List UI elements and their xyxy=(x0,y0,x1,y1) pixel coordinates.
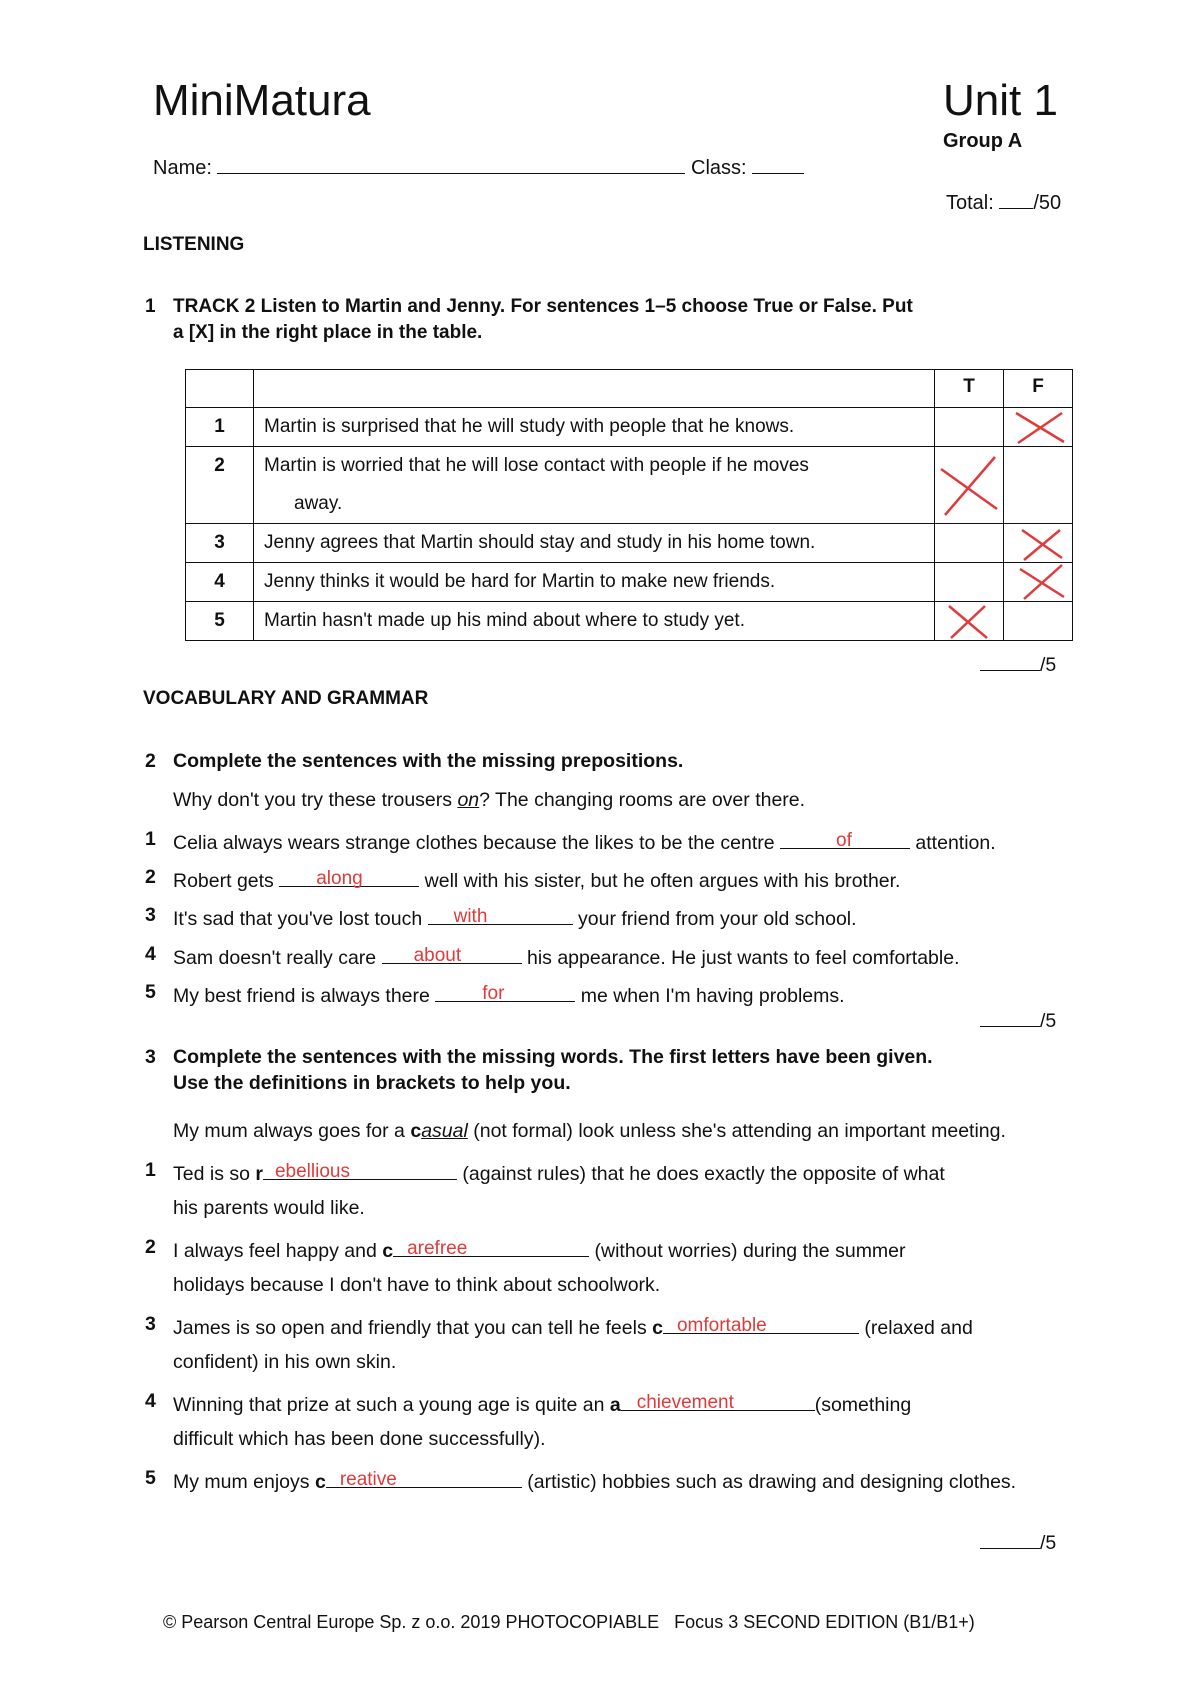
ex3-item-number: 2 xyxy=(145,1236,156,1258)
ex1-score-field[interactable] xyxy=(980,652,1040,671)
header-true: T xyxy=(935,370,1004,408)
ex1-number: 1 xyxy=(145,296,156,317)
ex3-number: 3 xyxy=(145,1046,156,1068)
x-mark-icon xyxy=(1004,563,1072,601)
section-listening: LISTENING xyxy=(143,234,245,255)
row-number: 3 xyxy=(186,524,254,563)
total-field[interactable] xyxy=(999,190,1033,209)
ex3-example: My mum always goes for a casual (not formal) look unless she's attending an important meeting. xyxy=(173,1120,1006,1142)
ex3-item: I always feel happy and c arefree (without worries) during the summer xyxy=(173,1238,906,1262)
row-statement-line2: away. xyxy=(294,493,343,514)
ex1-instruction-line1: TRACK 2 Listen to Martin and Jenny. For sentences 1–5 choose True or False. Put xyxy=(173,296,913,317)
ex3-example-answer: asual xyxy=(421,1120,468,1142)
true-cell[interactable] xyxy=(935,447,1004,524)
row-statement: Martin is surprised that he will study with people that he knows. xyxy=(254,408,935,447)
ex2-instruction: Complete the sentences with the missing prepositions. xyxy=(173,750,684,772)
false-cell[interactable] xyxy=(1004,524,1073,563)
answer-blank[interactable] xyxy=(435,981,575,1002)
answer-text: arefree xyxy=(407,1238,468,1259)
answer-blank[interactable] xyxy=(326,1467,522,1488)
row-number: 1 xyxy=(186,408,254,447)
answer-blank[interactable] xyxy=(621,1390,815,1411)
answer-blank[interactable] xyxy=(263,1159,457,1180)
ex2-item-number: 5 xyxy=(145,981,156,1003)
table-row xyxy=(186,524,1073,563)
answer-text: along xyxy=(316,868,363,889)
table-row xyxy=(186,447,1073,524)
ex3-item: Winning that prize at such a young age is quite an a chievement (something xyxy=(173,1392,912,1416)
ex2-example-answer: on xyxy=(457,789,480,811)
total-max: /50 xyxy=(1033,192,1062,214)
ex3-item-number: 5 xyxy=(145,1467,156,1489)
ex3-item: Ted is so r ebellious (against rules) that he does exactly the opposite of what xyxy=(173,1161,945,1185)
answer-text: reative xyxy=(339,1469,397,1490)
answer-text: of xyxy=(836,830,852,851)
table-row xyxy=(186,563,1073,602)
answer-blank[interactable] xyxy=(393,1236,589,1257)
false-cell[interactable] xyxy=(1004,408,1073,447)
answer-blank[interactable] xyxy=(663,1313,859,1334)
group-label: Group A xyxy=(943,130,1023,152)
row-statement-line1: Martin is worried that he will lose contact with people if he moves xyxy=(264,455,809,476)
ex2-item: Robert gets along well with his sister, but he often argues with his brother. xyxy=(173,868,901,892)
answer-text: ebellious xyxy=(274,1161,350,1182)
class-field[interactable] xyxy=(752,155,804,174)
answer-blank[interactable] xyxy=(780,828,910,849)
ex2-item-number: 1 xyxy=(145,828,156,850)
row-statement xyxy=(254,447,935,524)
section-vocab: VOCABULARY AND GRAMMAR xyxy=(143,688,429,709)
ex3-item: James is so open and friendly that you can tell he feels c omfortable (relaxed and xyxy=(173,1315,973,1339)
table-row xyxy=(186,408,1073,447)
footer-copyright: © Pearson Central Europe Sp. z o.o. 2019 PHOTOCOPIABLE Focus 3 SECOND EDITION (B1/B1+) xyxy=(163,1612,975,1632)
answer-text: omfortable xyxy=(676,1315,767,1336)
table-header-row xyxy=(186,370,1073,408)
ex2-item-number: 3 xyxy=(145,904,156,926)
ex3-score-max: /5 xyxy=(1040,1532,1057,1554)
row-statement: Jenny agrees that Martin should stay and study in his home town. xyxy=(254,524,935,563)
x-mark-icon xyxy=(1004,524,1072,562)
false-cell[interactable] xyxy=(1004,563,1073,602)
header-false: F xyxy=(1004,370,1073,408)
table-row xyxy=(186,602,1073,641)
header-statement-cell xyxy=(254,370,935,408)
true-cell[interactable] xyxy=(935,563,1004,602)
ex3-item-continuation: holidays because I don't have to think about schoolwork. xyxy=(173,1274,661,1296)
ex3-item-number: 1 xyxy=(145,1159,156,1181)
ex3-instruction-line2: Use the definitions in brackets to help you. xyxy=(173,1072,571,1094)
ex1-instruction-line2: a [X] in the right place in the table. xyxy=(173,322,483,343)
false-cell[interactable] xyxy=(1004,602,1073,641)
row-number: 5 xyxy=(186,602,254,641)
unit-label: Unit 1 xyxy=(943,76,1058,125)
row-statement: Jenny thinks it would be hard for Martin to make new friends. xyxy=(254,563,935,602)
x-mark-icon xyxy=(935,602,1003,640)
ex2-score-max: /5 xyxy=(1040,1010,1057,1032)
answer-text: for xyxy=(482,983,505,1004)
name-label: Name: xyxy=(153,157,212,179)
name-field[interactable] xyxy=(217,155,685,174)
ex2-item: Celia always wears strange clothes because the likes to be the centre of attention. xyxy=(173,830,996,854)
true-false-table xyxy=(185,369,1073,641)
class-label: Class: xyxy=(691,157,747,179)
x-mark-icon xyxy=(935,447,1003,523)
ex2-item: Sam doesn't really care about his appearance. He just wants to feel comfortable. xyxy=(173,945,960,969)
ex2-number: 2 xyxy=(145,750,156,772)
ex2-item: It's sad that you've lost touch with your friend from your old school. xyxy=(173,906,857,930)
ex2-example: Why don't you try these trousers on? The changing rooms are over there. xyxy=(173,789,806,811)
answer-text: with xyxy=(453,906,488,927)
ex3-score-field[interactable] xyxy=(980,1530,1040,1549)
ex2-item: My best friend is always there for me when I'm having problems. xyxy=(173,983,845,1007)
ex2-score-field[interactable] xyxy=(980,1008,1040,1027)
answer-text: about xyxy=(413,945,462,966)
answer-blank[interactable] xyxy=(382,943,522,964)
ex3-item-continuation: difficult which has been done successfully). xyxy=(173,1428,546,1450)
answer-text: chievement xyxy=(636,1392,734,1413)
row-number: 2 xyxy=(186,447,254,524)
x-mark-icon xyxy=(1004,408,1072,446)
answer-blank[interactable] xyxy=(279,866,419,887)
true-cell[interactable] xyxy=(935,408,1004,447)
header-num-cell xyxy=(186,370,254,408)
document-title: MiniMatura xyxy=(153,76,371,125)
ex2-score xyxy=(980,1008,1056,1033)
row-statement: Martin hasn't made up his mind about where to study yet. xyxy=(254,602,935,641)
ex2-item-number: 2 xyxy=(145,866,156,888)
total-label: Total: xyxy=(946,192,994,214)
ex3-score xyxy=(980,1530,1056,1555)
ex3-instruction-line1: Complete the sentences with the missing words. The first letters have been given. xyxy=(173,1046,933,1068)
true-cell[interactable] xyxy=(935,524,1004,563)
ex2-item-number: 4 xyxy=(145,943,156,965)
name-row xyxy=(153,155,804,180)
ex3-item-continuation: his parents would like. xyxy=(173,1197,365,1219)
true-cell[interactable] xyxy=(935,602,1004,641)
row-number: 4 xyxy=(186,563,254,602)
answer-blank[interactable] xyxy=(428,904,573,925)
ex3-item: My mum enjoys c reative (artistic) hobbies such as drawing and designing clothes. xyxy=(173,1469,1017,1493)
ex1-score xyxy=(980,652,1056,677)
ex3-item-number: 4 xyxy=(145,1390,156,1412)
ex3-item-number: 3 xyxy=(145,1313,156,1335)
false-cell[interactable] xyxy=(1004,447,1073,524)
total-row xyxy=(946,190,1061,215)
ex3-item-continuation: confident) in his own skin. xyxy=(173,1351,397,1373)
ex1-score-max: /5 xyxy=(1040,654,1057,676)
